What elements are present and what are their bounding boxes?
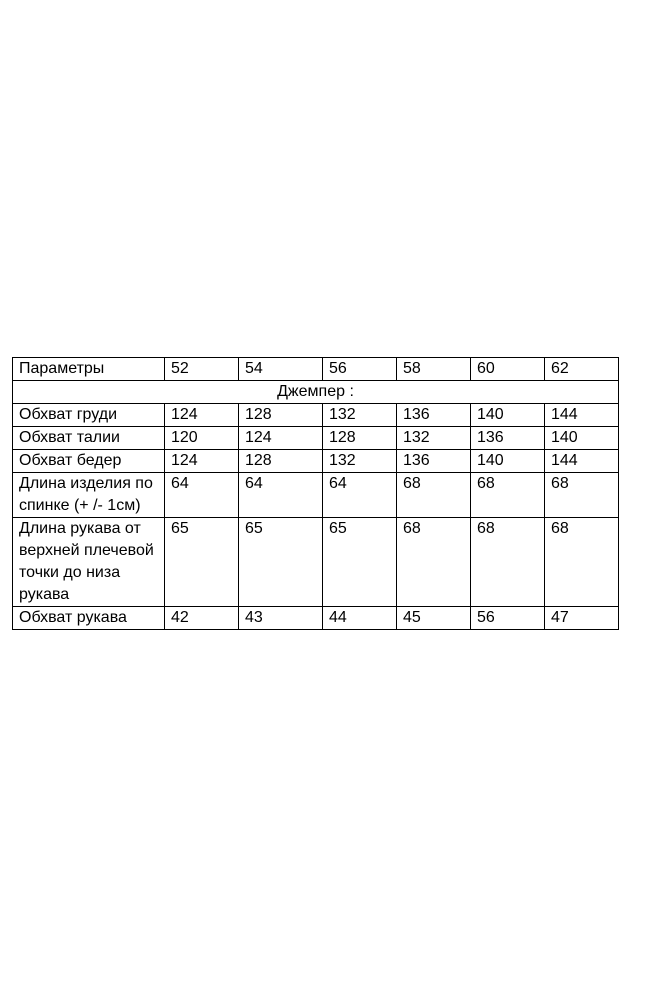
table-cell: 124 (239, 427, 323, 450)
table-cell: 45 (397, 607, 471, 630)
table-cell: 124 (165, 404, 239, 427)
section-row (13, 381, 619, 404)
table-row (13, 473, 619, 518)
table-cell: 128 (239, 404, 323, 427)
table-cell: 56 (471, 607, 545, 630)
table-cell: 65 (165, 518, 239, 607)
header-cell-size-62: 62 (545, 358, 619, 381)
header-cell-size-56: 56 (323, 358, 397, 381)
header-cell-size-52: 52 (165, 358, 239, 381)
table-cell: 128 (239, 450, 323, 473)
row-label: Обхват талии (13, 427, 165, 450)
table-cell: 44 (323, 607, 397, 630)
table-cell: 140 (471, 450, 545, 473)
row-label: Обхват рукава (13, 607, 165, 630)
table-cell: 64 (165, 473, 239, 518)
row-label: Длина изделия по спинке (+ /- 1см) (13, 473, 165, 518)
table-row (13, 427, 619, 450)
table-cell: 140 (471, 404, 545, 427)
header-cell-size-60: 60 (471, 358, 545, 381)
table-cell: 136 (471, 427, 545, 450)
table-row (13, 404, 619, 427)
table-cell: 42 (165, 607, 239, 630)
table-cell: 47 (545, 607, 619, 630)
header-cell-parameters: Параметры (13, 358, 165, 381)
header-cell-size-54: 54 (239, 358, 323, 381)
row-label: Обхват груди (13, 404, 165, 427)
section-title: Джемпер : (13, 381, 619, 404)
table-cell: 64 (239, 473, 323, 518)
table-cell: 43 (239, 607, 323, 630)
table-cell: 132 (323, 404, 397, 427)
table-cell: 144 (545, 450, 619, 473)
header-cell-size-58: 58 (397, 358, 471, 381)
table-cell: 65 (323, 518, 397, 607)
table-row (13, 607, 619, 630)
table-cell: 68 (471, 518, 545, 607)
table-cell: 68 (545, 473, 619, 518)
table-cell: 68 (471, 473, 545, 518)
table-cell: 132 (323, 450, 397, 473)
table-cell: 68 (397, 518, 471, 607)
table-cell: 124 (165, 450, 239, 473)
table-row (13, 450, 619, 473)
table-cell: 144 (545, 404, 619, 427)
size-chart-table (12, 357, 619, 630)
table-cell: 140 (545, 427, 619, 450)
table-row (13, 518, 619, 607)
table-cell: 68 (545, 518, 619, 607)
table-cell: 120 (165, 427, 239, 450)
table-cell: 64 (323, 473, 397, 518)
row-label: Обхват бедер (13, 450, 165, 473)
table-cell: 136 (397, 404, 471, 427)
table-cell: 128 (323, 427, 397, 450)
table-cell: 65 (239, 518, 323, 607)
table-cell: 132 (397, 427, 471, 450)
header-row (13, 358, 619, 381)
table-cell: 68 (397, 473, 471, 518)
table-cell: 136 (397, 450, 471, 473)
row-label: Длина рукава от верхней плечевой точки до низа рукава (13, 518, 165, 607)
